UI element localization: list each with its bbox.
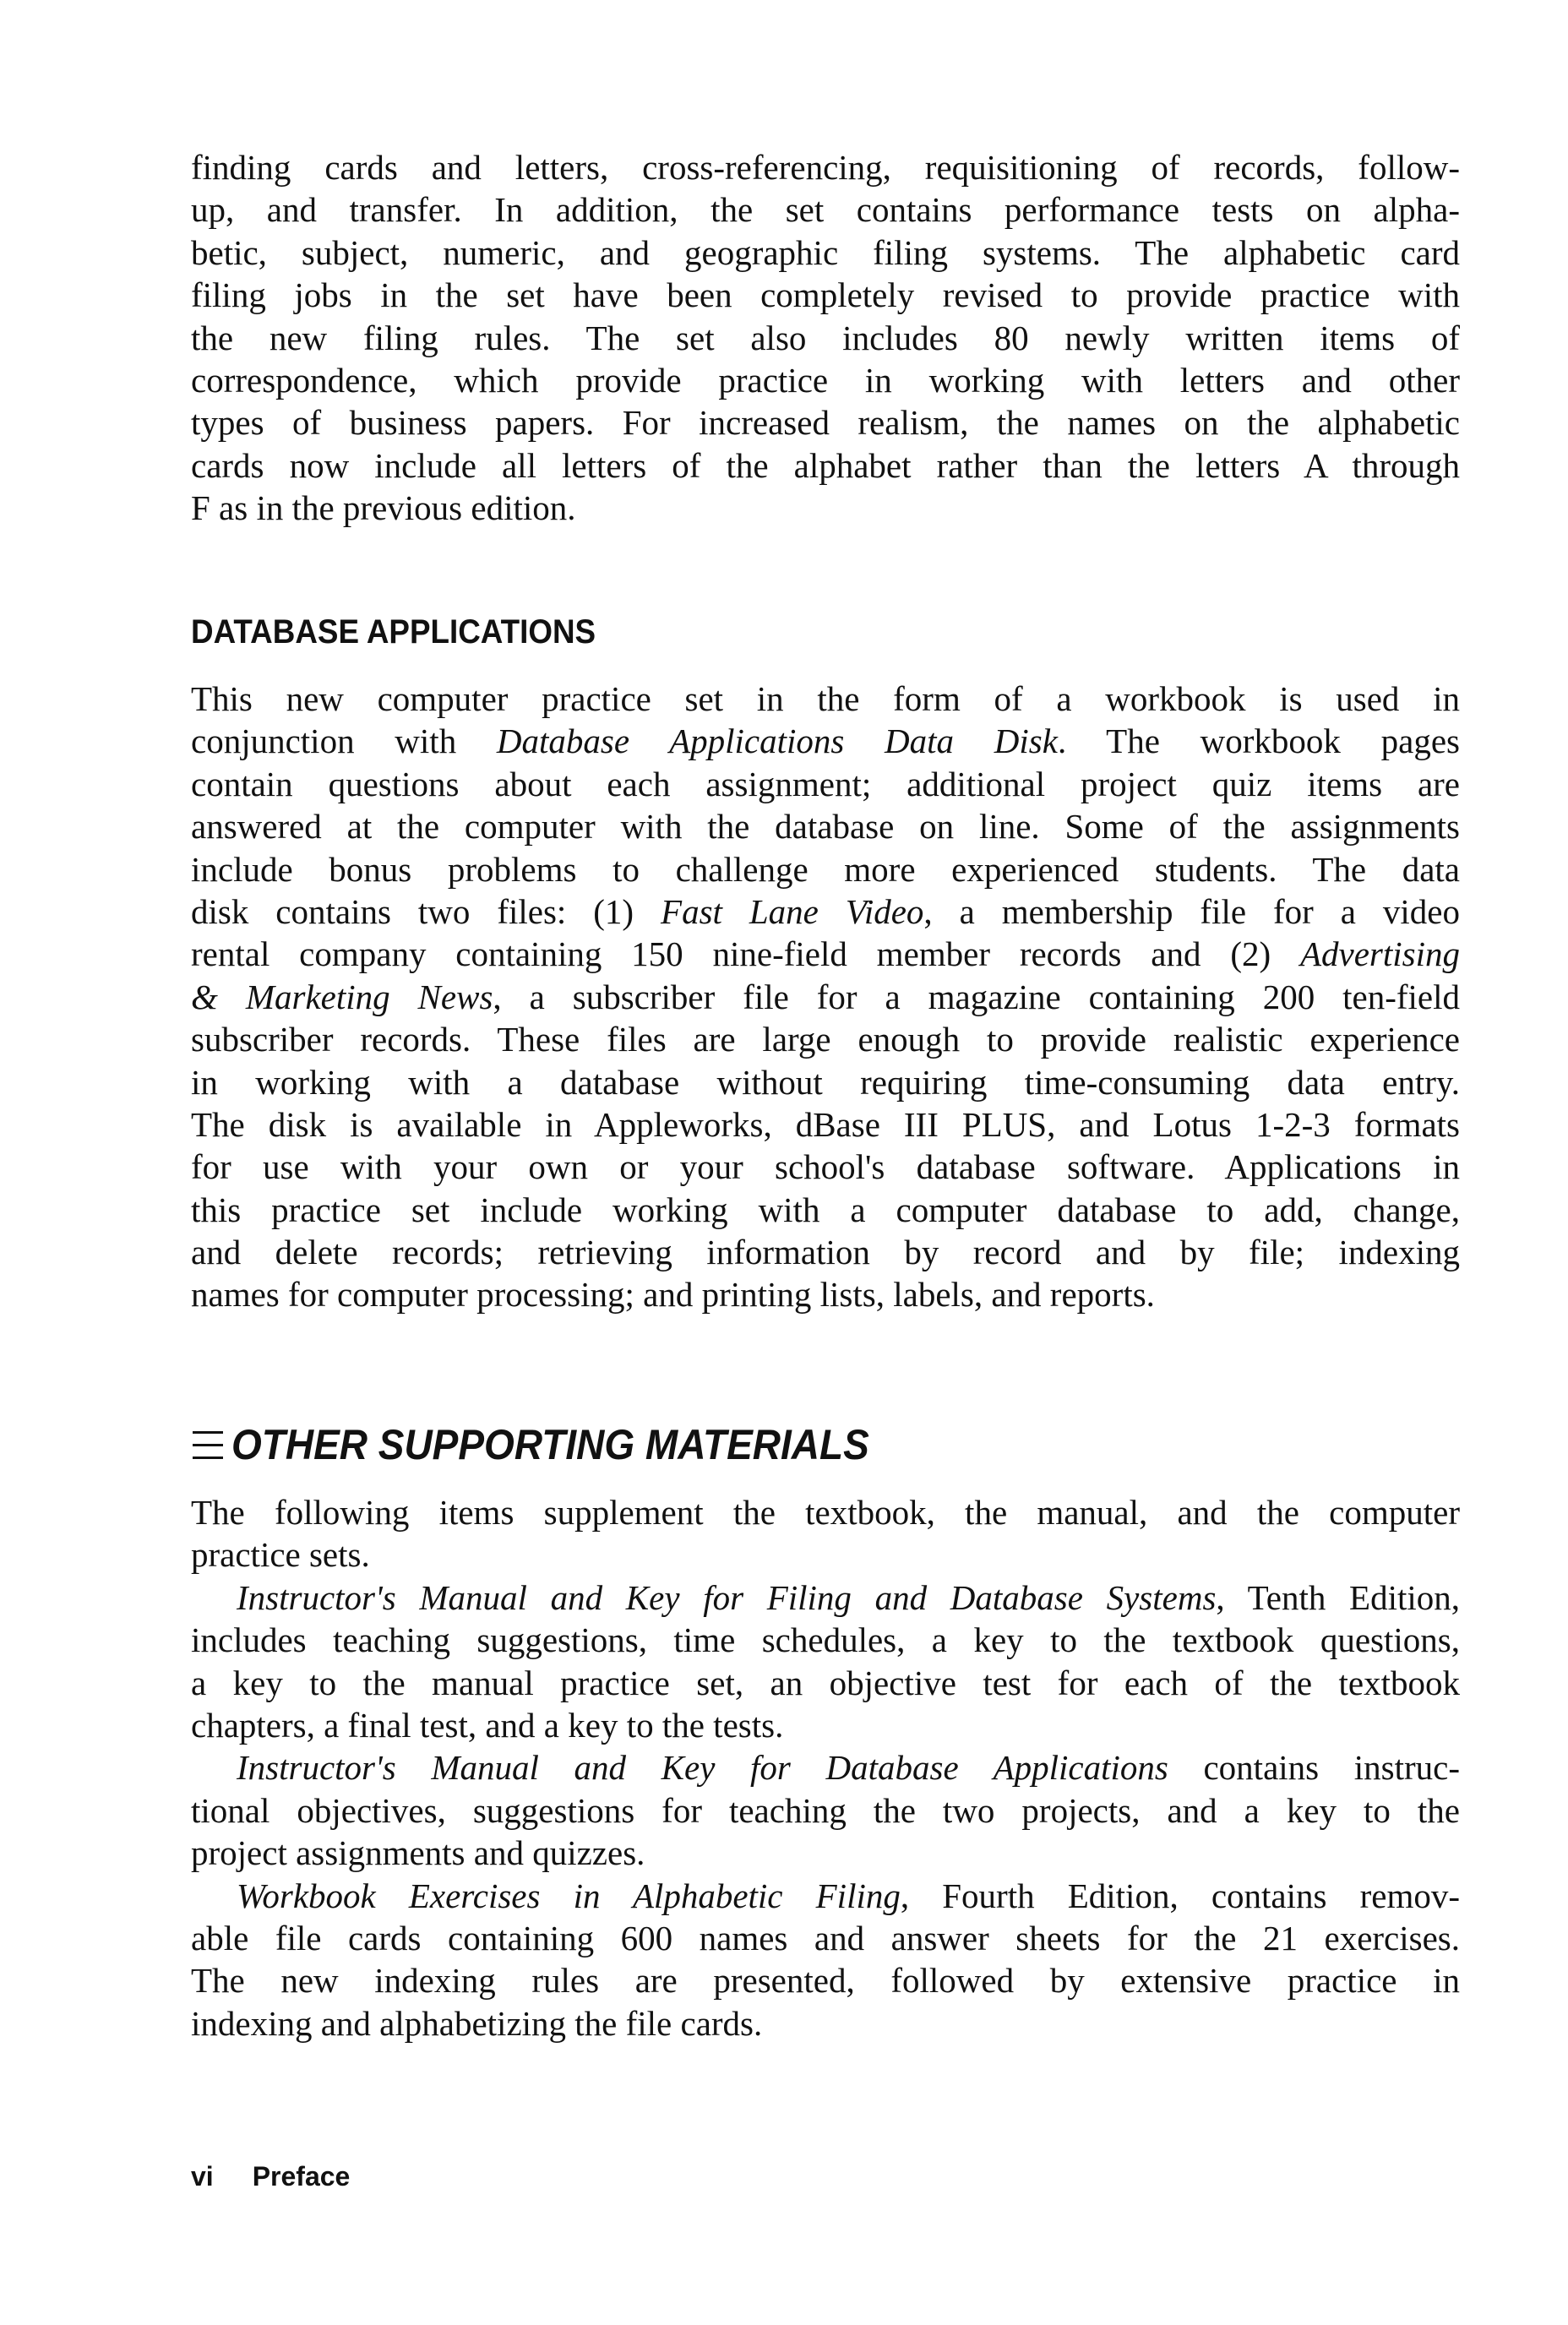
section-heading-text: OTHER SUPPORTING MATERIALS <box>231 1421 869 1468</box>
text-line <box>191 1189 1460 1231</box>
text-segment: contains instruc- <box>1168 1748 1460 1788</box>
text-line <box>191 2002 1460 2045</box>
text-line <box>191 1018 1460 1060</box>
section-heading-other-supporting-materials <box>193 1419 924 1470</box>
text-segment: types of business papers. For increased realism, the names on the alphabetic <box>191 403 1460 443</box>
page-footer <box>191 2161 389 2192</box>
text-segment: , a membership file for a video <box>923 891 1460 931</box>
text-line <box>191 231 1460 274</box>
text-line <box>191 890 1460 933</box>
text-line <box>191 720 1460 762</box>
text-line <box>191 1273 1460 1315</box>
text-segment: The following items supplement the textbook, the manual, and the computer <box>191 1493 1460 1532</box>
text-line <box>191 1662 1460 1704</box>
text-segment: for use with your own or your school's database software. Applications in <box>191 1147 1460 1187</box>
text-segment: subscriber records. These files are large enough to provide realistic experience <box>191 1020 1460 1059</box>
text-segment: conjunction with <box>191 721 497 761</box>
text-segment: chapters, a final test, and a key to the tests. <box>191 1705 784 1745</box>
text-line <box>191 678 1460 720</box>
paragraph <box>191 678 1460 1316</box>
paragraph <box>191 1576 1460 1747</box>
text-segment: includes teaching suggestions, time schedules, a key to the textbook questions, <box>191 1620 1460 1660</box>
text-segment: names for computer processing; and printing lists, labels, and reports. <box>191 1275 1155 1315</box>
text-segment: disk contains two files: (1) <box>191 891 662 931</box>
text-line <box>191 274 1460 316</box>
text-line <box>191 976 1460 1018</box>
text-line <box>191 848 1460 890</box>
text-line <box>191 1959 1460 2001</box>
text-segment: The disk is available in Appleworks, dBase III PLUS, and Lotus 1-2-3 formats <box>191 1104 1460 1144</box>
text-line <box>191 188 1460 231</box>
text-line <box>191 1704 1460 1746</box>
text-line <box>191 401 1460 444</box>
text-segment: contain questions about each assignment; additional project quiz items are <box>191 764 1460 803</box>
text-line <box>191 487 1460 529</box>
text-segment: rental company containing 150 nine-field member records and (2) <box>191 934 1300 974</box>
text-segment: , Tenth Edition, <box>1216 1577 1460 1617</box>
text-segment: up, and transfer. In addition, the set contains performance tests on alpha- <box>191 190 1460 230</box>
text-segment: and delete records; retrieving information by record and by file; indexing <box>191 1233 1460 1272</box>
text-segment: include bonus problems to challenge more experienced students. The data <box>191 849 1460 889</box>
paragraph <box>191 1491 1460 1576</box>
text-segment: the new filing rules. The set also includes 80 newly written items of <box>191 318 1460 357</box>
text-line <box>191 1875 1460 1917</box>
text-line <box>191 1619 1460 1661</box>
text-segment: practice sets. <box>191 1535 370 1575</box>
page-number: vi <box>191 2161 214 2192</box>
text-line <box>191 1533 1460 1576</box>
italic-title: Fast Lane Video <box>661 891 924 931</box>
text-line <box>191 317 1460 359</box>
paragraph <box>191 146 1460 530</box>
text-segment: , Fourth Edition, contains remov- <box>900 1876 1461 1915</box>
text-segment: finding cards and letters, cross-referencing, requisitioning of records, follow- <box>191 148 1460 187</box>
text-line <box>191 1832 1460 1874</box>
text-segment: tional objectives, suggestions for teaching the two projects, and a key to the <box>191 1790 1460 1830</box>
text-line <box>191 1746 1460 1789</box>
italic-title: & Marketing News <box>191 977 493 1016</box>
text-line <box>191 1789 1460 1832</box>
text-line <box>191 1917 1460 1959</box>
text-segment: project assignments and quizzes. <box>191 1833 645 1873</box>
text-line <box>191 359 1460 401</box>
text-line <box>191 1061 1460 1103</box>
text-segment: betic, subject, numeric, and geographic filing systems. The alphabetic card <box>191 232 1460 272</box>
text-line <box>191 146 1460 188</box>
database-applications-text <box>191 678 1460 1316</box>
triple-bar-icon <box>193 1428 223 1462</box>
text-segment: filing jobs in the set have been completely revised to provide practice with <box>191 275 1460 315</box>
text-segment: F as in the previous edition. <box>191 488 576 528</box>
italic-title: Database Applications Data Disk <box>496 721 1058 761</box>
paragraph <box>191 1875 1460 2045</box>
text-line <box>191 1491 1460 1533</box>
italic-title: Workbook Exercises in Alphabetic Filing <box>237 1876 901 1915</box>
intro-text <box>191 146 1460 530</box>
text-segment: cards now include all letters of the alphabet rather than the letters A through <box>191 445 1460 485</box>
text-segment: . The workbook pages <box>1057 721 1460 761</box>
text-segment: this practice set include working with a computer database to add, change, <box>191 1190 1460 1229</box>
other-materials-text <box>191 1491 1460 2045</box>
italic-title: Instructor's Manual and Key for Database Applications <box>237 1748 1168 1788</box>
text-line <box>191 444 1460 487</box>
text-segment: The new indexing rules are presented, followed by extensive practice in <box>191 1961 1460 2001</box>
text-segment: able file cards containing 600 names and answer sheets for the 21 exercises. <box>191 1918 1460 1957</box>
paragraph <box>191 1746 1460 1874</box>
text-line <box>191 1103 1460 1146</box>
text-segment: , a subscriber file for a magazine containing 200 ten-field <box>493 977 1461 1016</box>
text-line <box>191 1576 1460 1619</box>
text-segment: in working with a database without requiring time-consuming data entry. <box>191 1062 1460 1102</box>
text-line <box>191 805 1460 847</box>
section-heading-database-applications: DATABASE APPLICATIONS <box>191 613 596 651</box>
footer-section-title: Preface <box>252 2161 351 2192</box>
text-line <box>191 763 1460 805</box>
text-line <box>191 1231 1460 1273</box>
italic-title: Advertising <box>1299 934 1460 974</box>
italic-title: Instructor's Manual and Key for Filing and Database Systems <box>237 1577 1217 1617</box>
text-segment: indexing and alphabetizing the file cards. <box>191 2003 763 2043</box>
text-line <box>191 1146 1460 1188</box>
text-segment: This new computer practice set in the form of a workbook is used in <box>191 679 1460 718</box>
text-line <box>191 933 1460 975</box>
text-segment: a key to the manual practice set, an objective test for each of the textbook <box>191 1663 1460 1702</box>
text-segment: correspondence, which provide practice in working with letters and other <box>191 360 1460 400</box>
text-segment: answered at the computer with the database on line. Some of the assignments <box>191 807 1460 847</box>
